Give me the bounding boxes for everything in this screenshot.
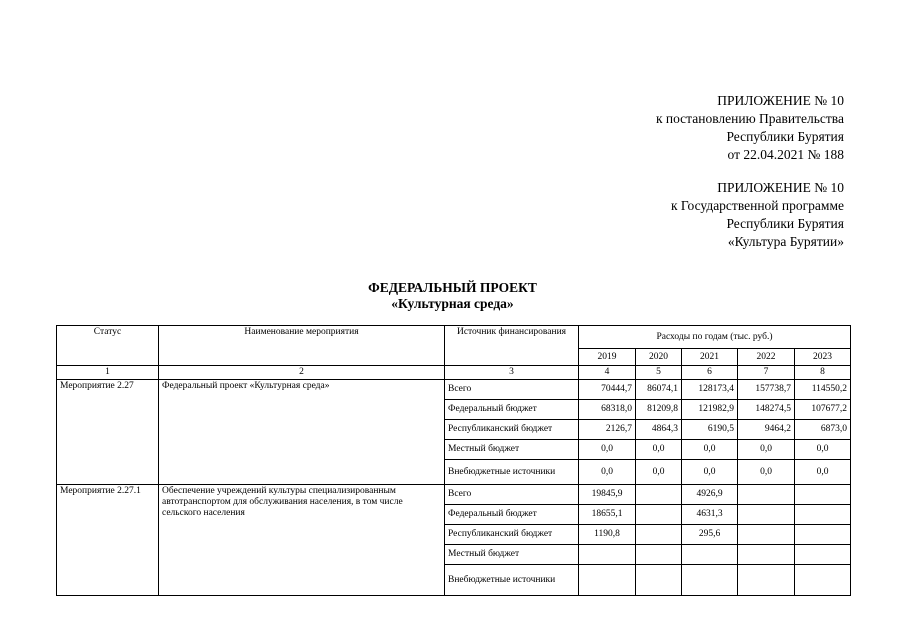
header-line: ПРИЛОЖЕНИЕ № 10 <box>717 180 844 195</box>
row-value <box>579 565 636 596</box>
header-year: 2021 <box>682 349 738 366</box>
row-value <box>795 505 851 525</box>
row-value <box>738 525 795 545</box>
header-year: 2023 <box>795 349 851 366</box>
header-year: 2019 <box>579 349 636 366</box>
row-source: Внебюджетные источники <box>445 565 579 596</box>
header-line: «Культура Бурятии» <box>727 234 844 249</box>
row-value: 107677,2 <box>795 400 851 420</box>
table-row <box>57 380 851 400</box>
column-number: 5 <box>636 366 682 380</box>
row-value: 121982,9 <box>682 400 738 420</box>
header-year: 2022 <box>738 349 795 366</box>
row-value: 81209,8 <box>636 400 682 420</box>
row-value: 0,0 <box>682 440 738 460</box>
row-value: 0,0 <box>738 460 795 485</box>
appendix-header-resolution <box>656 92 844 164</box>
row-value: 295,6 <box>682 525 738 545</box>
row-value <box>636 545 682 565</box>
header-line: к постановлению Правительства <box>655 111 844 126</box>
column-number: 8 <box>795 366 851 380</box>
header-line: Республики Бурятия <box>726 216 844 231</box>
row-value: 6190,5 <box>682 420 738 440</box>
header-line: от 22.04.2021 № 188 <box>727 147 844 162</box>
header-line: Республики Бурятия <box>726 129 844 144</box>
row-value <box>636 565 682 596</box>
table-row <box>57 485 851 505</box>
row-source: Всего <box>445 485 579 505</box>
row-value <box>579 545 636 565</box>
row-value: 2126,7 <box>579 420 636 440</box>
row-value <box>636 525 682 545</box>
row-value: 157738,7 <box>738 380 795 400</box>
row-activity-name: Обеспечение учреждений культуры специализированным автотранспортом для обслуживания населения, в том числе сельского населения <box>159 485 445 596</box>
row-value: 0,0 <box>579 460 636 485</box>
row-value <box>795 485 851 505</box>
row-activity-name: Федеральный проект «Культурная среда» <box>159 380 445 485</box>
row-value <box>795 525 851 545</box>
row-value: 18655,1 <box>579 505 636 525</box>
row-source: Федеральный бюджет <box>445 400 579 420</box>
row-value: 0,0 <box>795 460 851 485</box>
column-number: 4 <box>579 366 636 380</box>
row-source: Федеральный бюджет <box>445 505 579 525</box>
row-value: 4631,3 <box>682 505 738 525</box>
row-value: 4864,3 <box>636 420 682 440</box>
document-subtitle: «Культурная среда» <box>391 296 514 311</box>
row-value <box>738 545 795 565</box>
row-value <box>738 485 795 505</box>
header-status: Статус <box>57 326 159 366</box>
header-year: 2020 <box>636 349 682 366</box>
row-source: Всего <box>445 380 579 400</box>
row-value: 0,0 <box>579 440 636 460</box>
row-value: 9464,2 <box>738 420 795 440</box>
row-source: Республиканский бюджет <box>445 525 579 545</box>
row-value: 128173,4 <box>682 380 738 400</box>
row-value: 114550,2 <box>795 380 851 400</box>
header-name: Наименование мероприятия <box>159 326 445 366</box>
row-value <box>795 545 851 565</box>
row-value <box>682 565 738 596</box>
row-source: Местный бюджет <box>445 545 579 565</box>
row-value: 0,0 <box>682 460 738 485</box>
document-title: ФЕДЕРАЛЬНЫЙ ПРОЕКТ <box>368 280 537 295</box>
column-number: 1 <box>57 366 159 380</box>
row-value: 68318,0 <box>579 400 636 420</box>
row-status: Мероприятие 2.27 <box>57 380 159 485</box>
row-value <box>795 565 851 596</box>
row-source: Местный бюджет <box>445 440 579 460</box>
header-expenses: Расходы по годам (тыс. руб.) <box>579 326 851 349</box>
row-value: 0,0 <box>738 440 795 460</box>
header-line: к Государственной программе <box>670 198 844 213</box>
appendix-header-program <box>671 179 844 251</box>
federal-project-table <box>56 325 851 596</box>
row-source: Республиканский бюджет <box>445 420 579 440</box>
row-value: 70444,7 <box>579 380 636 400</box>
row-source: Внебюджетные источники <box>445 460 579 485</box>
header-source: Источник финансирования <box>445 326 579 366</box>
row-value: 0,0 <box>636 440 682 460</box>
row-value: 0,0 <box>795 440 851 460</box>
column-number: 6 <box>682 366 738 380</box>
row-value: 1190,8 <box>579 525 636 545</box>
row-value: 148274,5 <box>738 400 795 420</box>
row-value <box>738 565 795 596</box>
row-value: 0,0 <box>636 460 682 485</box>
column-number: 2 <box>159 366 445 380</box>
row-value: 6873,0 <box>795 420 851 440</box>
row-value <box>636 485 682 505</box>
row-value: 86074,1 <box>636 380 682 400</box>
row-value <box>682 545 738 565</box>
row-value <box>738 505 795 525</box>
row-value: 4926,9 <box>682 485 738 505</box>
column-number: 3 <box>445 366 579 380</box>
column-number: 7 <box>738 366 795 380</box>
row-value <box>636 505 682 525</box>
header-line: ПРИЛОЖЕНИЕ № 10 <box>717 93 844 108</box>
row-value: 19845,9 <box>579 485 636 505</box>
row-status: Мероприятие 2.27.1 <box>57 485 159 596</box>
